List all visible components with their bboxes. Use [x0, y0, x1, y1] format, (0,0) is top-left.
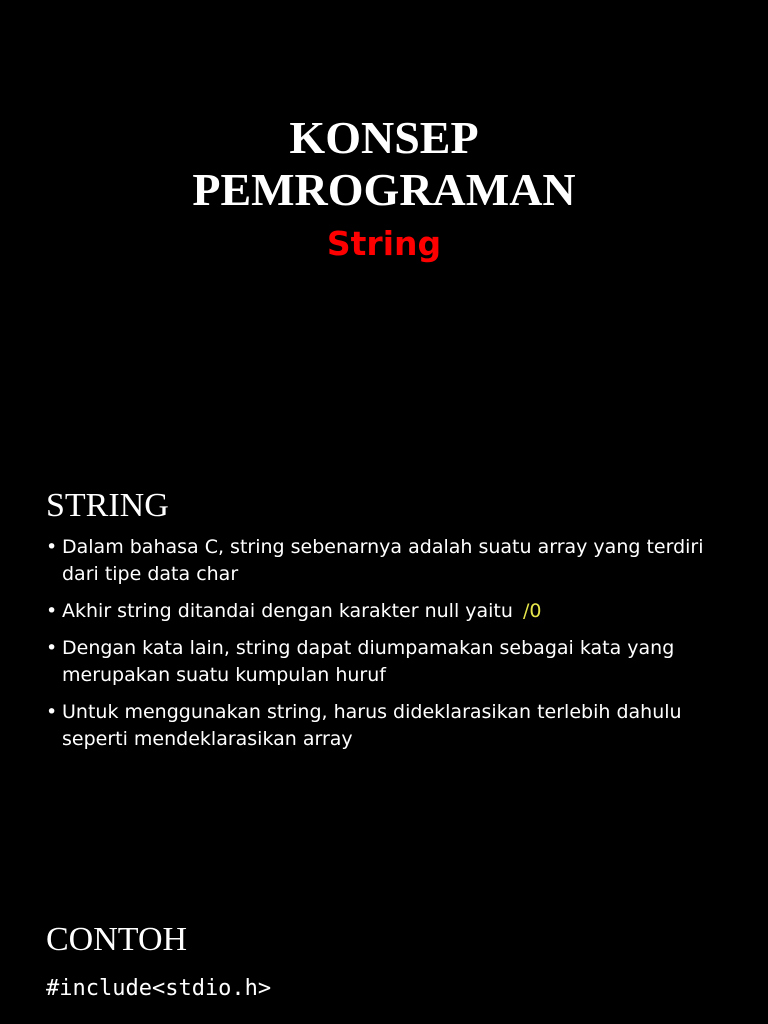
slide-title-line-1: KONSEP: [289, 112, 479, 163]
bullet-glyph: •: [46, 701, 58, 723]
bullet-item: [46, 534, 728, 588]
slide-title-line-2: PEMROGRAMAN: [192, 164, 576, 215]
title-slide: [0, 112, 768, 282]
bullet-glyph: •: [46, 536, 58, 558]
bullet-item: [46, 635, 728, 689]
string-slide: [0, 484, 768, 763]
bullet-text: Akhir string ditandai dengan karakter null yaitu: [62, 600, 513, 622]
string-heading: STRING: [46, 487, 169, 524]
bullet-item: [46, 699, 728, 753]
bullet-text: Dalam bahasa C, string sebenarnya adalah suatu array yang terdiri dari tipe data char: [62, 536, 704, 585]
code-line: #include<stdio.h>: [46, 976, 272, 1001]
bullet-glyph: •: [46, 637, 58, 659]
contoh-slide: [0, 918, 768, 1004]
null-char-highlight: /0: [522, 600, 542, 622]
bullet-text: Dengan kata lain, string dapat diumpamakan sebagai kata yang merupakan suatu kumpulan huruf: [62, 637, 675, 686]
contoh-heading: CONTOH: [46, 921, 188, 958]
slide-subtitle: String: [326, 224, 442, 263]
bullet-glyph: •: [46, 600, 58, 622]
bullet-item: [46, 598, 728, 625]
bullet-text: Untuk menggunakan string, harus dideklarasikan terlebih dahulu seperti mendeklarasikan array: [62, 701, 682, 750]
bullet-list: [46, 534, 728, 753]
